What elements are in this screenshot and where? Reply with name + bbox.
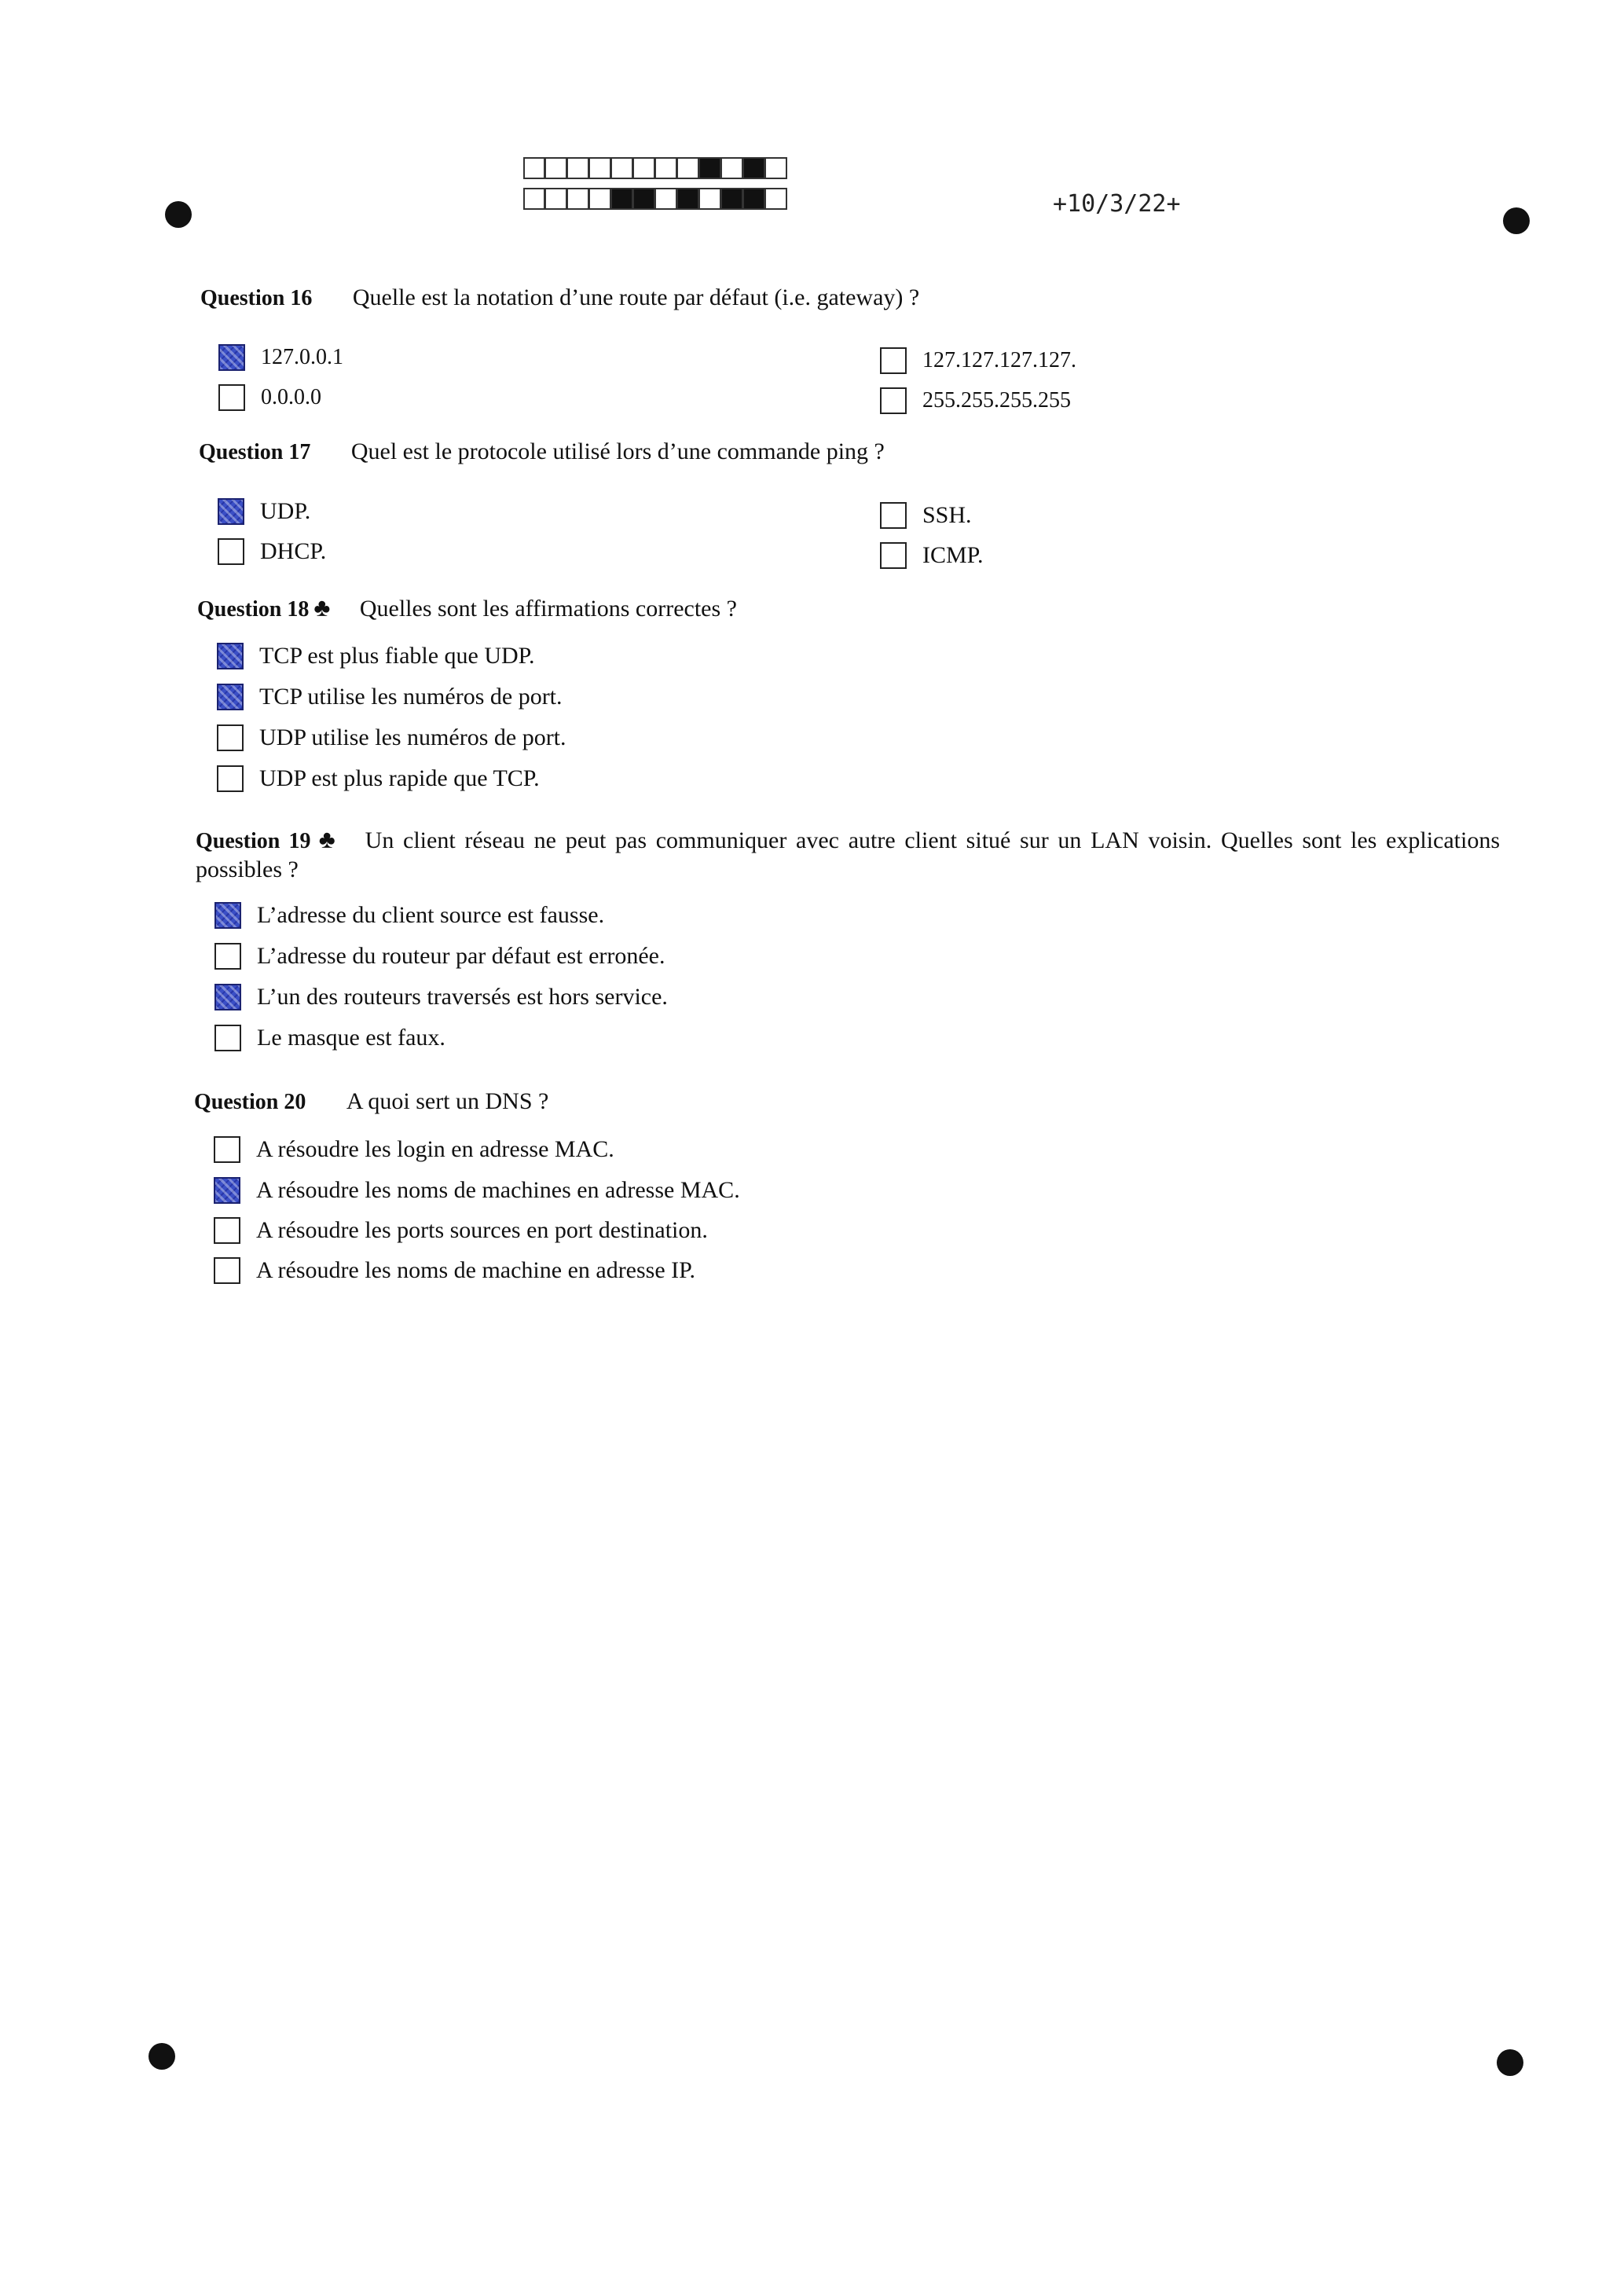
- answer-label: L’un des routeurs traversés est hors service.: [257, 984, 668, 1010]
- answer-label: UDP est plus rapide que TCP.: [259, 765, 540, 791]
- answer-checkbox[interactable]: [218, 538, 244, 565]
- answer-checkbox[interactable]: [214, 1217, 240, 1244]
- answer-checkbox[interactable]: [214, 943, 241, 970]
- answer-label: 127.0.0.1: [261, 345, 343, 369]
- id-box-empty: [589, 188, 611, 210]
- answer-option[interactable]: [217, 643, 535, 669]
- answer-checkbox-checked[interactable]: [214, 1177, 240, 1204]
- answer-label: SSH.: [922, 502, 972, 528]
- answer-label: UDP utilise les numéros de port.: [259, 724, 566, 750]
- answer-option[interactable]: [217, 724, 566, 751]
- answer-label: ICMP.: [922, 542, 984, 568]
- question-20-header: [194, 1088, 548, 1115]
- id-box-filled: [721, 188, 743, 210]
- student-id-boxes-row-1: [523, 157, 787, 179]
- question-label: Question 18: [197, 597, 310, 622]
- answer-option[interactable]: [880, 387, 1071, 414]
- id-box-filled: [743, 188, 765, 210]
- answer-option[interactable]: [214, 984, 668, 1010]
- answer-checkbox[interactable]: [217, 724, 244, 751]
- registration-dot-bottom-right: [1497, 2049, 1523, 2076]
- id-box-empty: [545, 157, 567, 179]
- answer-option[interactable]: [880, 347, 1076, 374]
- id-box-empty: [523, 157, 545, 179]
- answer-checkbox[interactable]: [214, 1025, 241, 1051]
- id-box-filled: [677, 188, 699, 210]
- id-box-empty: [721, 157, 743, 179]
- answer-checkbox[interactable]: [218, 384, 245, 411]
- registration-dot-bottom-left: [148, 2043, 175, 2070]
- id-box-empty: [677, 157, 699, 179]
- answer-option[interactable]: [218, 538, 326, 565]
- answer-checkbox[interactable]: [880, 542, 907, 569]
- answer-checkbox-checked[interactable]: [214, 902, 241, 929]
- question-label: Question 16: [200, 286, 313, 310]
- answer-checkbox-checked[interactable]: [218, 344, 245, 371]
- question-text: Un client réseau ne peut pas communiquer avec autre client situé sur un LAN voisin. Quelles sont les explications possibles ?: [196, 827, 1501, 882]
- answer-option[interactable]: [217, 684, 563, 710]
- answer-option[interactable]: [218, 344, 343, 371]
- registration-dot-top-right: [1503, 207, 1530, 234]
- question-text: A quoi sert un DNS ?: [346, 1088, 549, 1114]
- answer-option[interactable]: [214, 1136, 614, 1163]
- id-box-empty: [523, 188, 545, 210]
- answer-label: 255.255.255.255: [922, 388, 1071, 413]
- answer-label: 0.0.0.0: [261, 385, 321, 409]
- question-18-header: [197, 593, 737, 622]
- question-19-header: [196, 825, 1500, 884]
- id-box-empty: [589, 157, 611, 179]
- answer-option[interactable]: [214, 902, 604, 929]
- id-box-empty: [567, 188, 589, 210]
- question-text: Quelles sont les affirmations correctes ?: [359, 596, 737, 622]
- answer-option[interactable]: [214, 1177, 740, 1204]
- answer-label: A résoudre les noms de machines en adresse MAC.: [256, 1177, 740, 1203]
- answer-label: UDP.: [260, 498, 311, 524]
- answer-label: Le masque est faux.: [257, 1025, 445, 1051]
- club-icon: ♣: [313, 593, 331, 622]
- student-id-boxes-row-2: [523, 188, 787, 210]
- answer-checkbox[interactable]: [214, 1257, 240, 1284]
- answer-checkbox[interactable]: [880, 347, 907, 374]
- id-box-empty: [655, 188, 677, 210]
- page-code: +10/3/22+: [1053, 190, 1181, 218]
- answer-label: A résoudre les noms de machine en adresse IP.: [256, 1257, 696, 1283]
- question-text: Quelle est la notation d’une route par défaut (i.e. gateway) ?: [352, 284, 920, 310]
- answer-option[interactable]: [880, 542, 984, 569]
- answer-option[interactable]: [218, 498, 310, 525]
- id-box-empty: [765, 157, 787, 179]
- answer-checkbox-checked[interactable]: [217, 684, 244, 710]
- answer-label: L’adresse du routeur par défaut est erronée.: [257, 943, 665, 969]
- id-box-empty: [567, 157, 589, 179]
- answer-option[interactable]: [880, 502, 972, 529]
- answer-option[interactable]: [218, 384, 321, 411]
- club-icon: ♣: [315, 825, 339, 853]
- answer-checkbox[interactable]: [217, 765, 244, 792]
- question-17-header: [199, 438, 885, 465]
- id-box-empty: [765, 188, 787, 210]
- answer-label: L’adresse du client source est fausse.: [257, 902, 605, 928]
- answer-checkbox[interactable]: [880, 502, 907, 529]
- answer-label: DHCP.: [260, 538, 327, 564]
- answer-checkbox-checked[interactable]: [218, 498, 244, 525]
- id-box-filled: [611, 188, 633, 210]
- answer-label: TCP utilise les numéros de port.: [259, 684, 563, 710]
- id-box-empty: [611, 157, 633, 179]
- answer-option[interactable]: [214, 1217, 708, 1244]
- answer-label: TCP est plus fiable que UDP.: [259, 643, 535, 669]
- id-box-filled: [699, 157, 721, 179]
- registration-dot-top-left: [165, 201, 192, 228]
- answer-option[interactable]: [214, 1257, 695, 1284]
- answer-option[interactable]: [217, 765, 540, 792]
- id-box-empty: [545, 188, 567, 210]
- answer-checkbox[interactable]: [214, 1136, 240, 1163]
- answer-option[interactable]: [214, 943, 665, 970]
- answer-checkbox[interactable]: [880, 387, 907, 414]
- question-label: Question 20: [194, 1090, 306, 1114]
- id-box-empty: [655, 157, 677, 179]
- id-box-filled: [633, 188, 655, 210]
- id-box-empty: [699, 188, 721, 210]
- id-box-empty: [633, 157, 655, 179]
- answer-label: 127.127.127.127.: [922, 348, 1076, 372]
- answer-checkbox-checked[interactable]: [217, 643, 244, 669]
- question-label: Question 17: [199, 440, 311, 464]
- answer-option[interactable]: [214, 1025, 445, 1051]
- id-box-filled: [743, 157, 765, 179]
- answer-checkbox-checked[interactable]: [214, 984, 241, 1010]
- answer-label: A résoudre les login en adresse MAC.: [256, 1136, 614, 1162]
- answer-label: A résoudre les ports sources en port destination.: [256, 1217, 708, 1243]
- question-text: Quel est le protocole utilisé lors d’une commande ping ?: [350, 438, 885, 464]
- question-label: Question 19: [196, 829, 311, 853]
- question-16-header: [200, 284, 919, 311]
